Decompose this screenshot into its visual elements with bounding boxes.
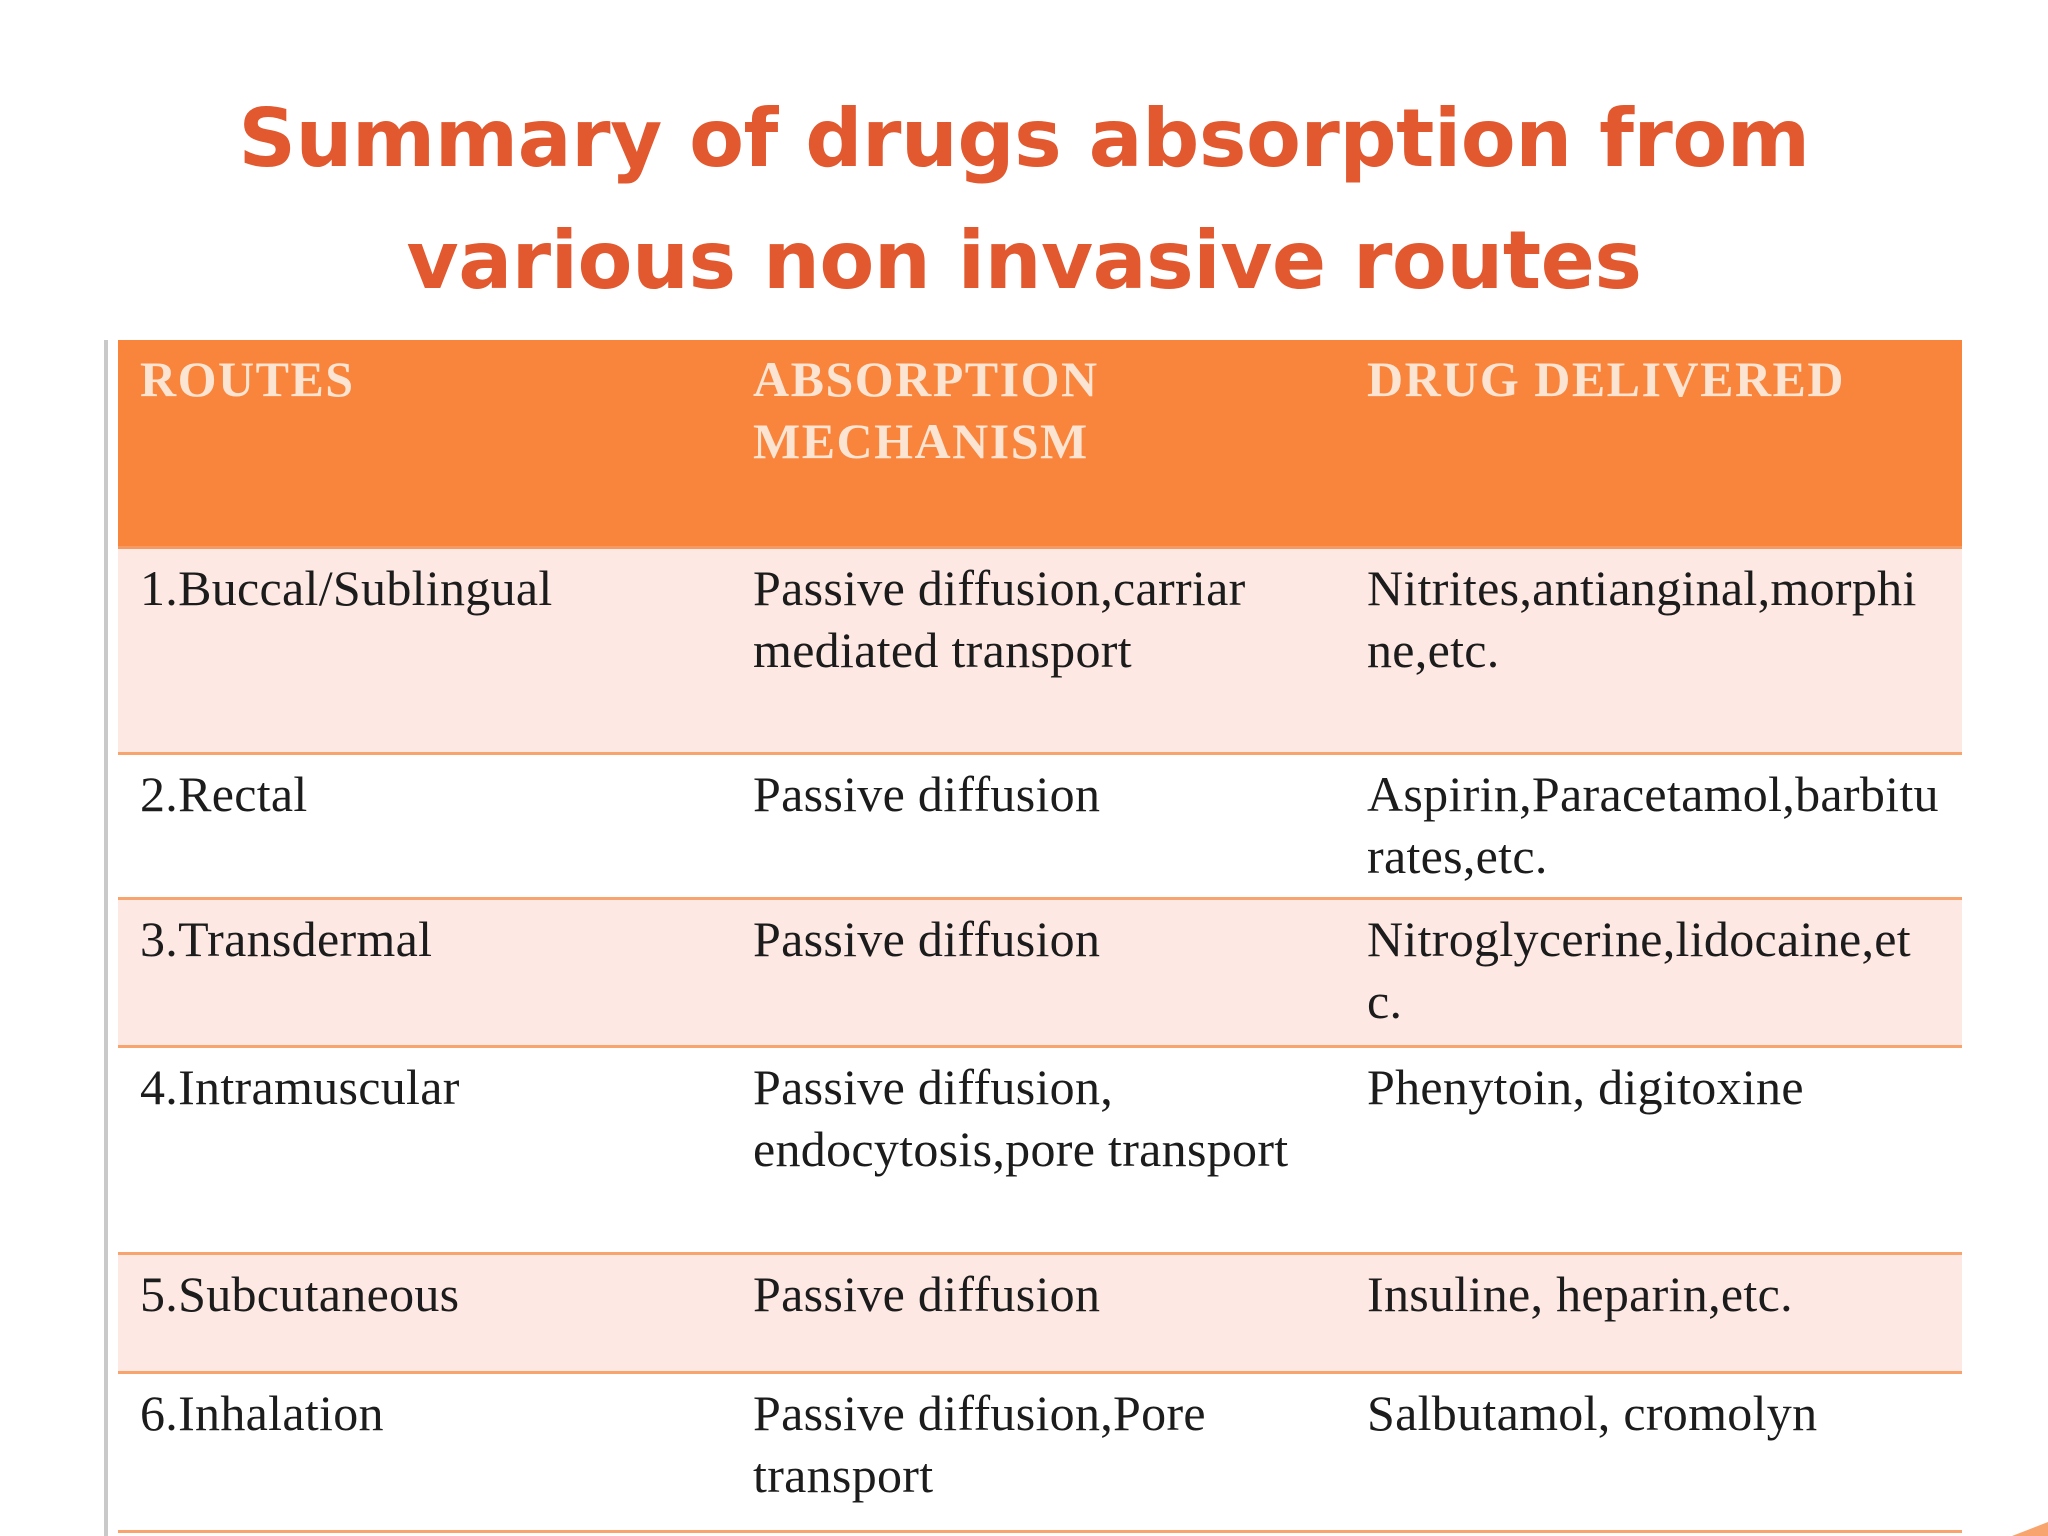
table-header [118,340,1962,548]
route-cell: 2.Rectal [118,754,731,899]
route-cell: 5.Subcutaneous [118,1254,731,1373]
table-row [118,1373,1962,1532]
table-row [118,1047,1962,1254]
mechanism-cell: Passive diffusion,carriar mediated transport [731,548,1345,754]
slide-title-line-1: Summary of drugs absorption from [238,92,1810,185]
mechanism-cell: Passive diffusion [731,754,1345,899]
routes-table-container [104,340,1962,1536]
mechanism-cell: Passive diffusion [731,1254,1345,1373]
route-cell: 6.Inhalation [118,1373,731,1532]
drug-cell: Salbutamol, cromolyn [1345,1373,1962,1532]
route-cell: 4.Intramuscular [118,1047,731,1254]
slide-title [0,78,2048,322]
table-header-row [118,340,1962,548]
drug-cell: Insuline, heparin,etc. [1345,1254,1962,1373]
drug-cell: Nitrites,antianginal,morphine,etc. [1345,548,1962,754]
route-cell: 1.Buccal/Sublingual [118,548,731,754]
corner-decoration [2012,1522,2048,1536]
slide-title-line-2: various non invasive routes [406,214,1642,307]
mechanism-cell: Passive diffusion, endocytosis,pore transport [731,1047,1345,1254]
mechanism-cell: Passive diffusion,Pore transport [731,1373,1345,1532]
left-accent-line [104,340,108,1536]
table-row [118,1254,1962,1373]
header-absorption-mechanism: ABSORPTION MECHANISM [731,340,1345,548]
drug-cell: Phenytoin, digitoxine [1345,1047,1962,1254]
header-drug-delivered: DRUG DELIVERED [1345,340,1962,548]
drug-cell: Nitroglycerine,lidocaine,etc. [1345,899,1962,1047]
table-row [118,899,1962,1047]
table-row [118,754,1962,899]
drug-cell: Aspirin,Paracetamol,barbiturates,etc. [1345,754,1962,899]
header-routes: ROUTES [118,340,731,548]
route-cell: 3.Transdermal [118,899,731,1047]
table-body [118,548,1962,1532]
routes-table [118,340,1962,1533]
mechanism-cell: Passive diffusion [731,899,1345,1047]
table-row [118,548,1962,754]
